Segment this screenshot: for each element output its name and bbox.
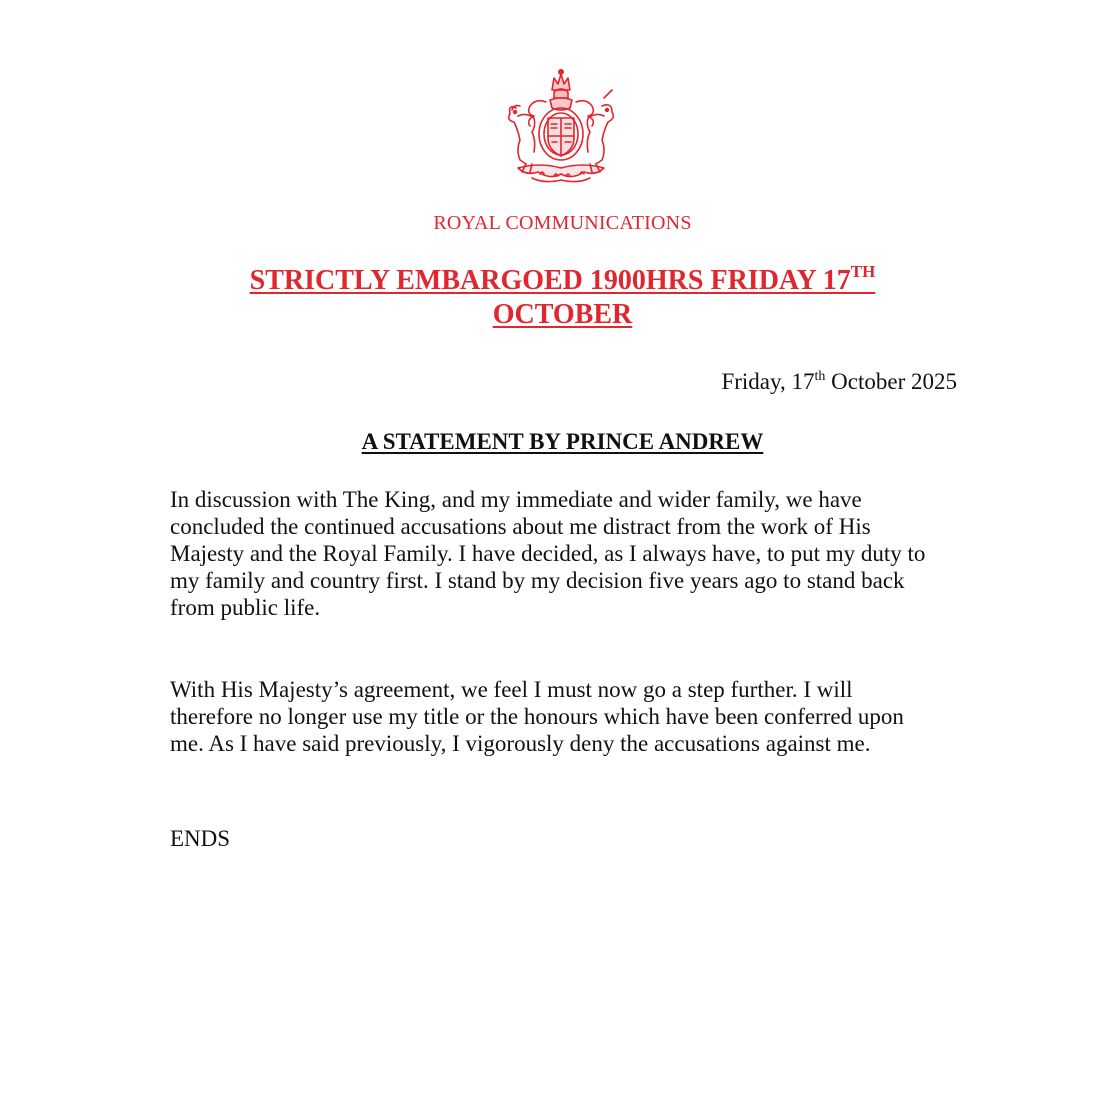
statement-heading	[0, 428, 1098, 456]
embargo-line-2	[0, 298, 1098, 332]
embargo-line-1	[0, 264, 1098, 298]
release-date	[721, 368, 957, 396]
organisation-name	[0, 212, 1098, 235]
embargo-superscript: TH	[850, 262, 876, 281]
date-superscript: th	[814, 369, 826, 384]
embargo-notice	[0, 264, 1098, 332]
embargo-line-1-text: STRICTLY EMBARGOED 1900HRS FRIDAY 17	[249, 265, 851, 296]
statement-heading-text: A STATEMENT BY PRINCE ANDREW	[361, 429, 764, 454]
embargo-text	[249, 262, 876, 296]
statement-paragraph-2: With His Majesty’s agreement, we feel I must now go a step further. I will therefore no longer use my title or the honours which have been conferred upon me. As I have said previously, I vigorously deny the accusations against me.	[170, 677, 904, 756]
ends-marker: ENDS	[170, 826, 231, 851]
statement-paragraph-1: In discussion with The King, and my immediate and wider family, we have concluded the continued accusations about me distract from the work of His Majesty and the Royal Family. I have decided, as I always have, to put my duty to my family and country first. I stand by my decision five years ago to stand back from public life.	[170, 487, 926, 620]
royal-coat-of-arms-icon	[496, 68, 626, 186]
embargo-line-2-text: OCTOBER	[492, 299, 633, 330]
date-suffix: October 2025	[825, 369, 957, 394]
date-prefix: Friday, 17	[721, 369, 815, 394]
organisation-label: ROYAL COMMUNICATIONS	[433, 212, 692, 234]
